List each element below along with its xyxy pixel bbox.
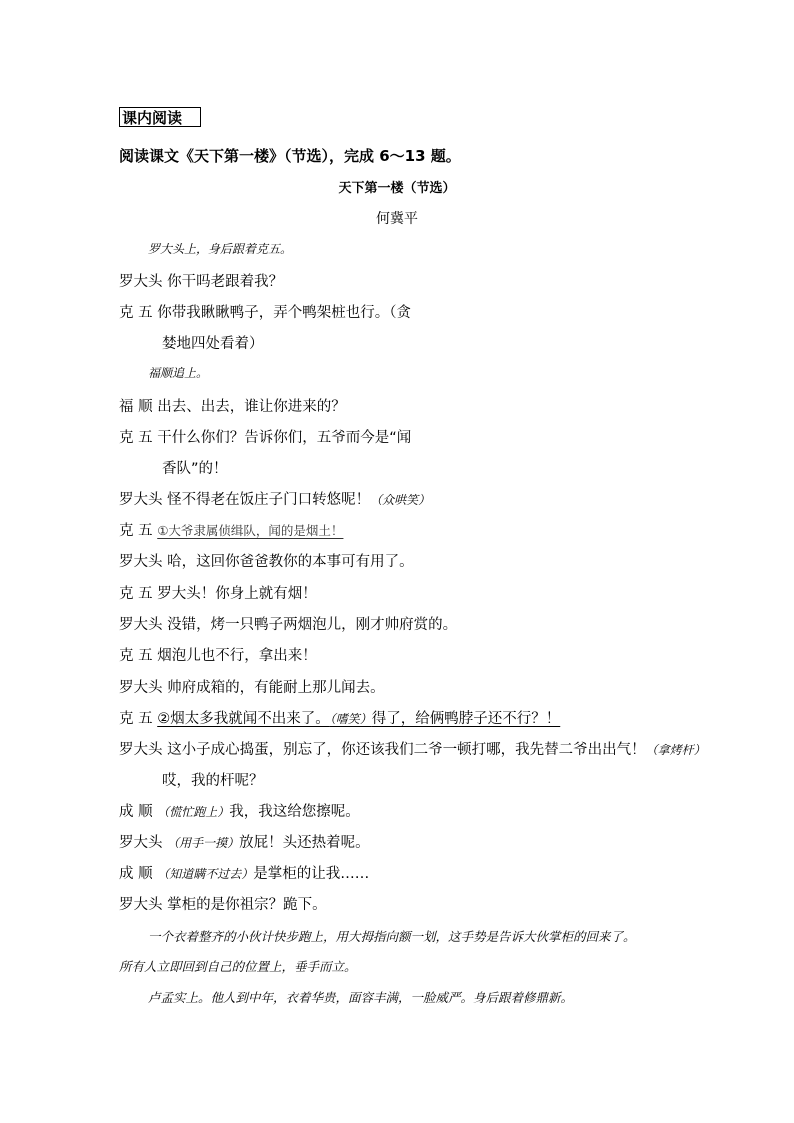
section-label: 课内阅读 bbox=[119, 107, 201, 127]
dialogue-text: 放屁！头还热着呢。 bbox=[239, 835, 370, 851]
passage-author: 何冀平 bbox=[376, 211, 418, 227]
passage-title: 天下第一楼（节选） bbox=[338, 181, 456, 196]
underlined-text: ②烟太多我就闻不出来了。 bbox=[157, 711, 330, 727]
dialogue-line bbox=[119, 488, 430, 509]
stage-note: （众哄笑） bbox=[370, 493, 431, 507]
dialogue-text: 罗大头 这小子成心捣蛋，别忘了，你还该我们二爷一顿打哪，我先替二爷出出气！ bbox=[119, 742, 646, 758]
underlined-sentence-1: ①大爷隶属侦缉队，闻的是烟土！ bbox=[157, 523, 344, 538]
question-instruction: 阅读课文《天下第一楼》（节选），完成 6～13 题。 bbox=[119, 147, 461, 165]
dialogue-line: 福 顺 出去、出去，谁让你进来的？ bbox=[119, 399, 346, 415]
speaker: 成 顺 bbox=[119, 804, 158, 820]
stage-note: （嗜笑） bbox=[329, 712, 372, 726]
dialogue-line: 克 五 你带我瞅瞅鸭子，弄个鸭架桩也行。（贪 bbox=[119, 305, 411, 321]
dialogue-line bbox=[119, 800, 360, 821]
stage-note: （拿烤杆） bbox=[645, 743, 706, 757]
dialogue-line: 罗大头 你干吗老跟着我？ bbox=[119, 274, 284, 290]
dialogue-line bbox=[119, 862, 369, 883]
dialogue-line bbox=[119, 831, 370, 852]
underlined-sentence-2 bbox=[157, 711, 560, 727]
dialogue-line bbox=[119, 738, 706, 759]
dialogue-line: 罗大头 没错，烤一只鸭子两烟泡儿，刚才帅府赏的。 bbox=[119, 617, 458, 633]
dialogue-line-continuation: 婪地四处看着） bbox=[162, 336, 264, 352]
dialogue-line bbox=[119, 519, 343, 540]
dialogue-text: 罗大头 怪不得老在饭庄子门口转悠呢！ bbox=[119, 492, 371, 508]
speaker: 成 顺 bbox=[119, 866, 158, 882]
stage-direction: 福顺追上。 bbox=[148, 366, 209, 380]
dialogue-text: 我，我这给您擦呢。 bbox=[229, 804, 360, 820]
dialogue-text: 是掌柜的让我…… bbox=[253, 866, 370, 882]
narration: 一个衣着整齐的小伙计快步跑上，用大拇指向额一划，这手势是告诉大伙掌柜的回来了。 bbox=[148, 929, 636, 944]
stage-direction: 罗大头上，身后跟着克五。 bbox=[148, 242, 293, 256]
stage-note: （慌忙跑上） bbox=[157, 805, 230, 819]
speaker: 罗大头 bbox=[119, 835, 168, 851]
dialogue-line: 罗大头 掌柜的是你祖宗？跪下。 bbox=[119, 897, 327, 913]
narration: 所有人立即回到自己的位置上，垂手而立。 bbox=[119, 959, 357, 974]
dialogue-line-continuation: 哎，我的杆呢？ bbox=[162, 773, 264, 789]
dialogue-line: 克 五 干什么你们？告诉你们，五爷而今是“闻 bbox=[119, 430, 412, 446]
speaker: 克 五 bbox=[119, 711, 158, 727]
dialogue-line: 罗大头 哈，这回你爸爸教你的本事可有用了。 bbox=[119, 554, 414, 570]
speaker: 克 五 bbox=[119, 523, 158, 539]
stage-note: （用手一摸） bbox=[167, 836, 240, 850]
dialogue-line bbox=[119, 707, 560, 728]
dialogue-line: 克 五 罗大头！你身上就有烟！ bbox=[119, 586, 317, 602]
dialogue-line: 克 五 烟泡儿也不行，拿出来！ bbox=[119, 648, 317, 664]
stage-note: （知道瞒不过去） bbox=[157, 867, 254, 881]
narration: 卢孟实上。他人到中年，衣着华贵，面容丰满，一脸威严。身后跟着修鼎新。 bbox=[148, 990, 574, 1005]
underlined-text: 得了，给俩鸭脖子还不行？！ bbox=[371, 711, 561, 727]
dialogue-line: 罗大头 帅府成箱的，有能耐上那儿闻去。 bbox=[119, 680, 385, 696]
dialogue-line-continuation: 香队”的！ bbox=[162, 461, 228, 477]
